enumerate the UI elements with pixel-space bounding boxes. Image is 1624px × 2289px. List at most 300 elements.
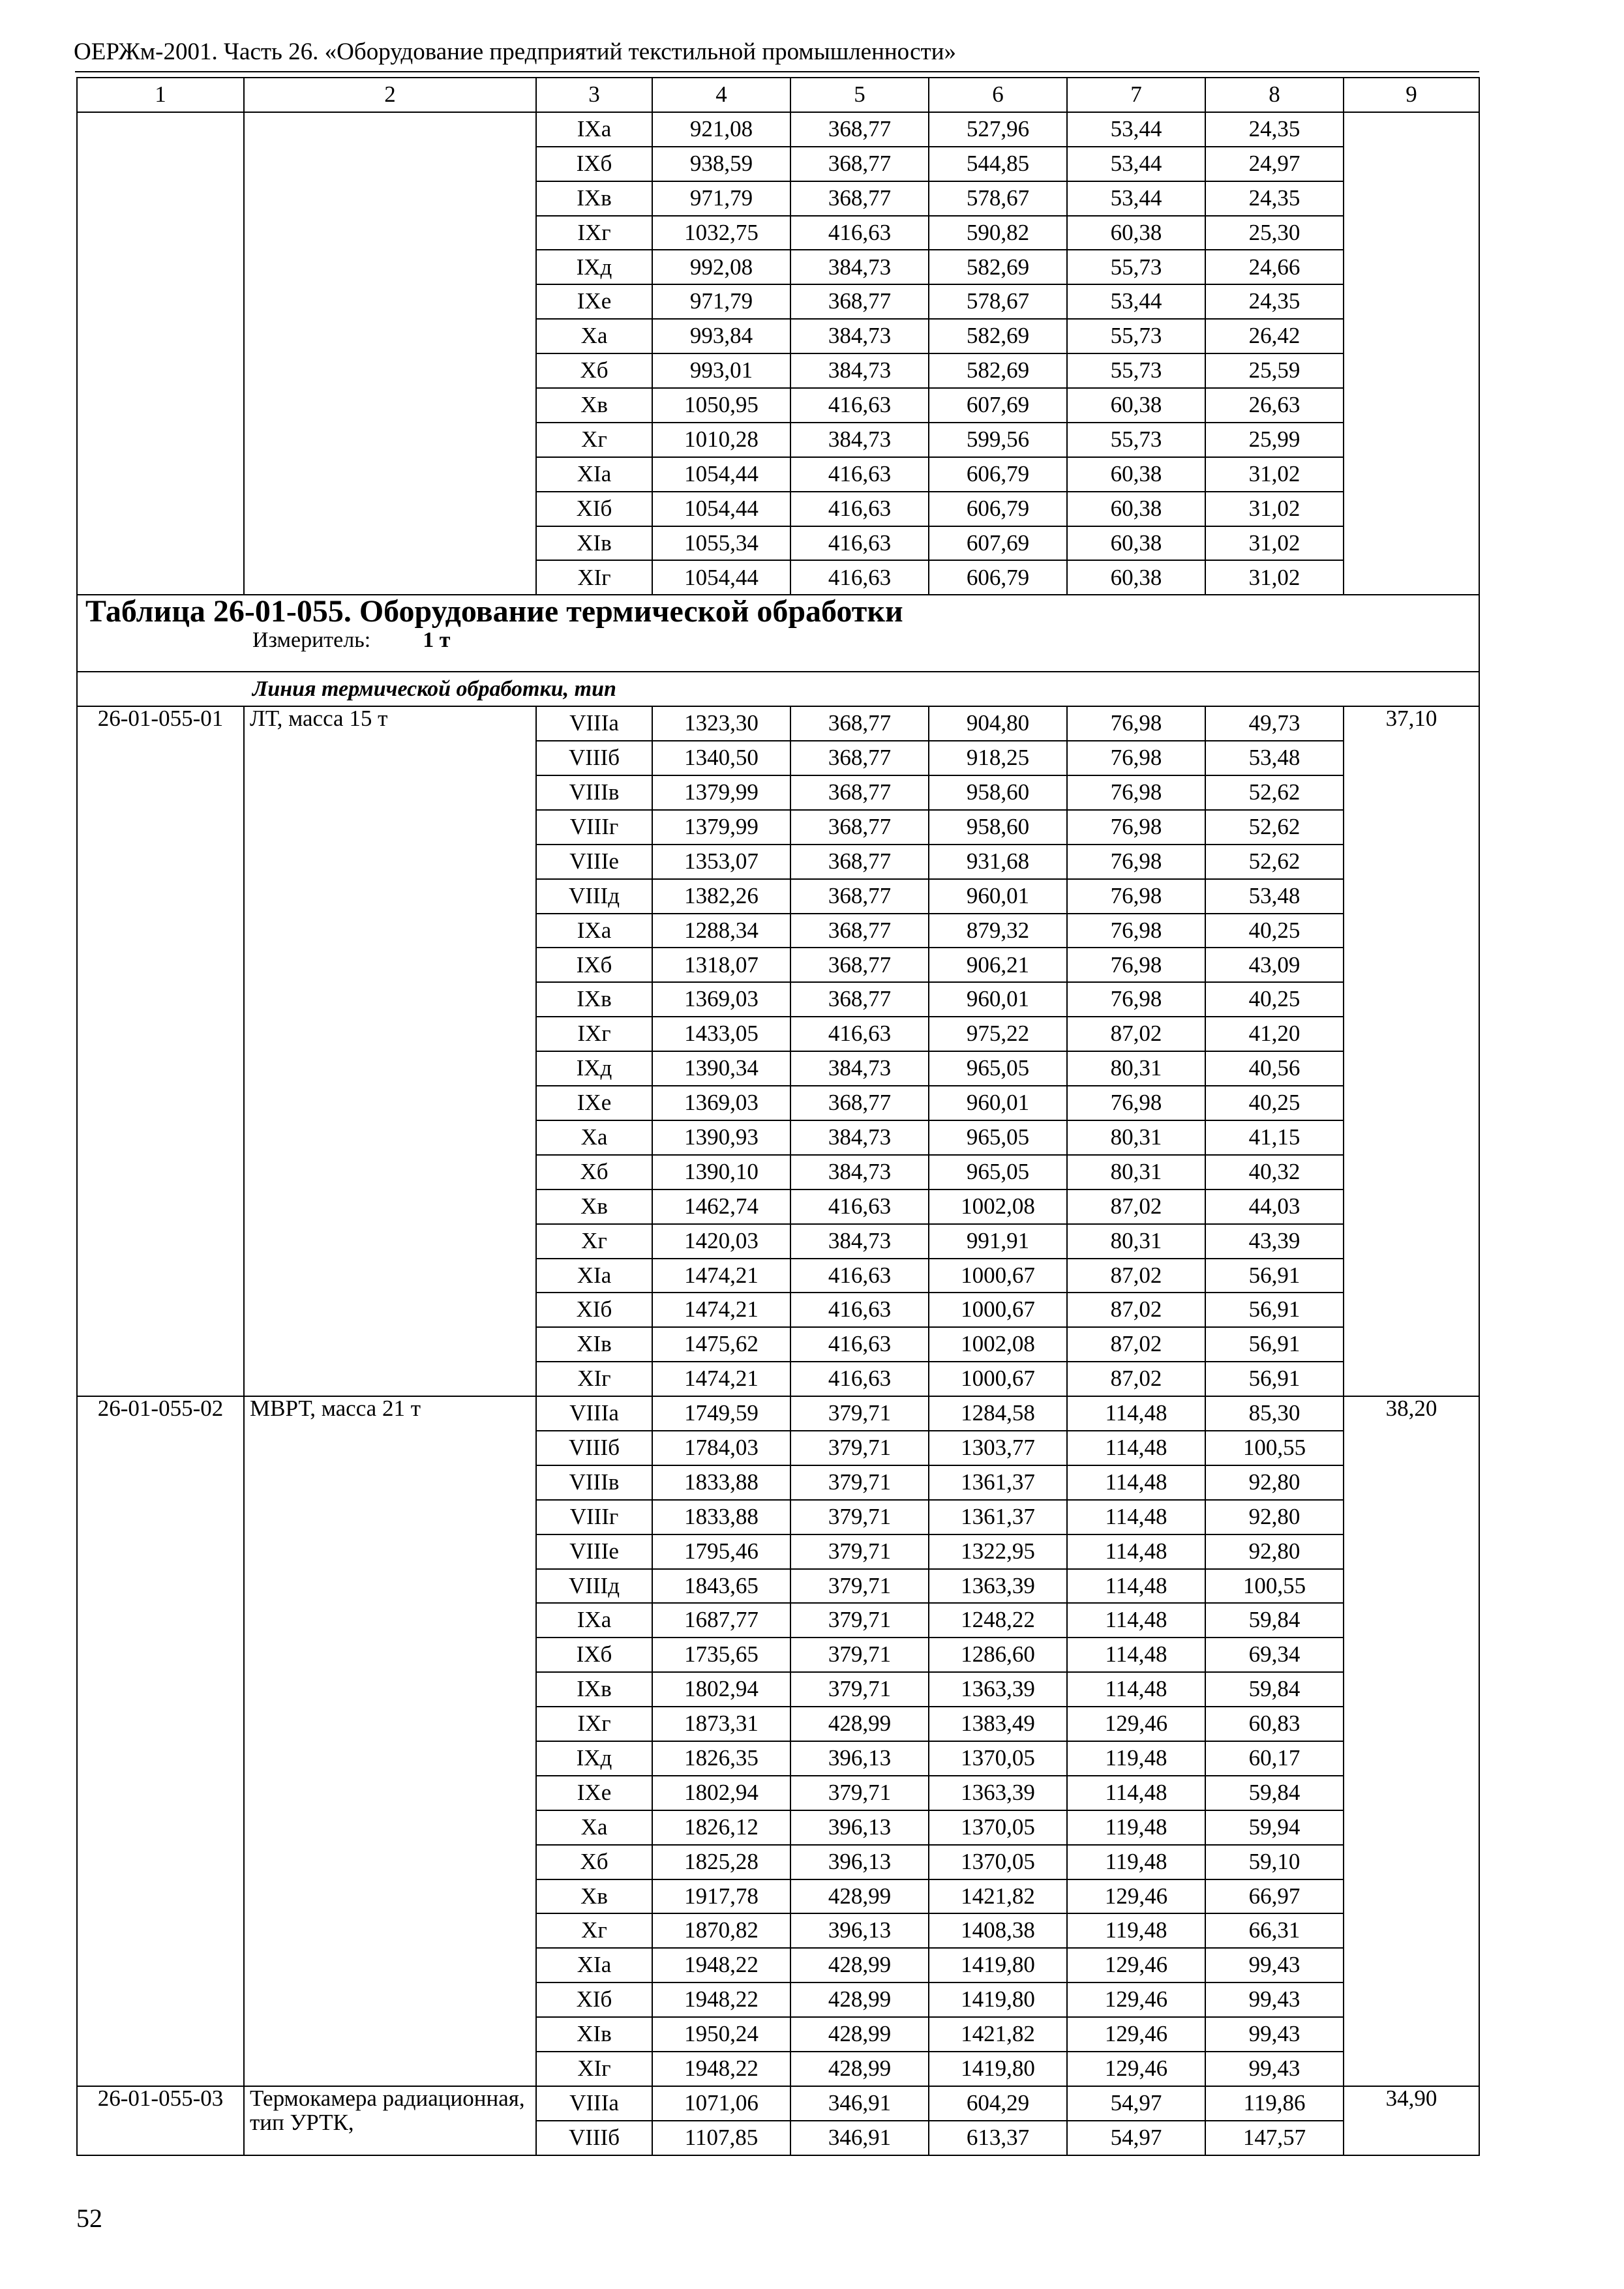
value-cell: 114,48 [1067, 1672, 1205, 1707]
value-cell: 590,82 [929, 216, 1067, 250]
value-cell: 1286,60 [929, 1638, 1067, 1672]
value-cell: 60,83 [1205, 1707, 1344, 1741]
value-cell: 80,31 [1067, 1224, 1205, 1259]
value-cell: 921,08 [652, 112, 790, 147]
value-cell: 582,69 [929, 250, 1067, 284]
value-cell: 992,08 [652, 250, 790, 284]
value-cell: 119,86 [1205, 2086, 1344, 2121]
value-cell: 76,98 [1067, 810, 1205, 845]
column-number: 4 [652, 78, 790, 112]
value-cell: 1795,46 [652, 1534, 790, 1569]
rates-table [76, 77, 1480, 2156]
value-cell: 368,77 [790, 741, 929, 775]
value-cell: 66,97 [1205, 1879, 1344, 1914]
wage-group-cell: IXа [536, 1603, 652, 1638]
value-cell: 60,38 [1067, 216, 1205, 250]
value-cell: 416,63 [790, 526, 929, 561]
value-cell: 931,68 [929, 845, 1067, 879]
value-cell: 24,97 [1205, 147, 1344, 181]
value-cell: 31,02 [1205, 560, 1344, 595]
item-name: Термокамера радиационная, тип УРТК, [244, 2086, 536, 2155]
value-cell: 368,77 [790, 706, 929, 741]
table-title: Таблица 26-01-055. Оборудование термической обработки [85, 595, 903, 629]
value-cell: 1950,24 [652, 2017, 790, 2052]
wage-group-cell: VIIIе [536, 1534, 652, 1569]
value-cell: 80,31 [1067, 1120, 1205, 1155]
value-cell: 31,02 [1205, 492, 1344, 526]
value-cell: 428,99 [790, 2017, 929, 2052]
value-cell: 396,13 [790, 1845, 929, 1879]
value-cell: 53,44 [1067, 181, 1205, 216]
value-cell: 129,46 [1067, 2052, 1205, 2086]
wage-group-cell: VIIIд [536, 879, 652, 914]
value-cell: 1000,67 [929, 1293, 1067, 1327]
wage-group-cell: VIIIг [536, 810, 652, 845]
value-cell: 87,02 [1067, 1017, 1205, 1051]
wage-group-cell: VIIIв [536, 1465, 652, 1500]
value-cell: 428,99 [790, 1879, 929, 1914]
wage-group-cell: Xб [536, 1155, 652, 1189]
value-cell: 879,32 [929, 914, 1067, 948]
value-cell: 43,09 [1205, 948, 1344, 982]
value-cell: 1390,34 [652, 1051, 790, 1086]
value-cell: 76,98 [1067, 1086, 1205, 1120]
value-cell: 1419,80 [929, 1982, 1067, 2017]
item-code: 26-01-055-01 [77, 706, 244, 1396]
wage-group-cell: VIIIа [536, 2086, 652, 2121]
wage-group-cell: XIб [536, 492, 652, 526]
value-cell: 49,73 [1205, 706, 1344, 741]
wage-group-cell: XIв [536, 526, 652, 561]
value-cell: 1917,78 [652, 1879, 790, 1914]
wage-group-cell: XIа [536, 457, 652, 492]
column-number: 6 [929, 78, 1067, 112]
wage-group-cell: IXд [536, 1051, 652, 1086]
value-cell: 368,77 [790, 1086, 929, 1120]
header-rule [75, 71, 1479, 72]
value-cell: 92,80 [1205, 1500, 1344, 1534]
value-cell: 41,20 [1205, 1017, 1344, 1051]
value-cell: 1054,44 [652, 492, 790, 526]
subheading-row [77, 672, 1479, 706]
value-cell: 1353,07 [652, 845, 790, 879]
value-cell: 40,25 [1205, 914, 1344, 948]
value-cell: 26,63 [1205, 388, 1344, 423]
wage-group-cell: XIа [536, 1259, 652, 1293]
wage-group-cell: IXд [536, 250, 652, 284]
value-cell: 60,38 [1067, 526, 1205, 561]
wage-group-cell: VIIIб [536, 2121, 652, 2155]
value-cell: 582,69 [929, 319, 1067, 353]
wage-group-cell: VIIIд [536, 1569, 652, 1604]
value-cell: 59,84 [1205, 1603, 1344, 1638]
value-cell: 958,60 [929, 775, 1067, 810]
value-cell: 958,60 [929, 810, 1067, 845]
column-number-row [77, 78, 1479, 112]
value-cell: 1948,22 [652, 2052, 790, 2086]
value-cell: 416,63 [790, 1362, 929, 1396]
value-cell: 1948,22 [652, 1982, 790, 2017]
value-cell: 1802,94 [652, 1776, 790, 1810]
value-cell: 59,94 [1205, 1810, 1344, 1845]
value-cell: 119,48 [1067, 1845, 1205, 1879]
wage-group-cell: IXб [536, 948, 652, 982]
value-cell: 416,63 [790, 1017, 929, 1051]
value-cell: 129,46 [1067, 2017, 1205, 2052]
wage-group-cell: IXв [536, 181, 652, 216]
wage-group-cell: IXг [536, 216, 652, 250]
value-cell: 379,71 [790, 1569, 929, 1604]
col9-cell-empty [1344, 112, 1479, 595]
value-cell: 56,91 [1205, 1362, 1344, 1396]
value-cell: 55,73 [1067, 423, 1205, 457]
wage-group-cell: XIг [536, 2052, 652, 2086]
value-cell: 31,02 [1205, 526, 1344, 561]
value-cell: 1303,77 [929, 1431, 1067, 1465]
value-cell: 55,73 [1067, 319, 1205, 353]
value-cell: 918,25 [929, 741, 1067, 775]
value-cell: 1323,30 [652, 706, 790, 741]
value-cell: 1284,58 [929, 1396, 1067, 1431]
value-cell: 368,77 [790, 181, 929, 216]
value-cell: 24,35 [1205, 181, 1344, 216]
value-cell: 40,32 [1205, 1155, 1344, 1189]
value-cell: 1361,37 [929, 1465, 1067, 1500]
value-cell: 1390,93 [652, 1120, 790, 1155]
value-cell: 938,59 [652, 147, 790, 181]
value-cell: 60,38 [1067, 388, 1205, 423]
value-cell: 76,98 [1067, 982, 1205, 1017]
value-cell: 1408,38 [929, 1913, 1067, 1948]
column-number: 1 [77, 78, 244, 112]
value-cell: 416,63 [790, 560, 929, 595]
value-cell: 1363,39 [929, 1776, 1067, 1810]
value-cell: 87,02 [1067, 1259, 1205, 1293]
value-cell: 606,79 [929, 457, 1067, 492]
value-cell: 379,71 [790, 1500, 929, 1534]
wage-group-cell: IXг [536, 1017, 652, 1051]
section-title-cell [77, 595, 1479, 672]
wage-group-cell: VIIIв [536, 775, 652, 810]
wage-group-cell: IXв [536, 982, 652, 1017]
value-cell: 44,03 [1205, 1189, 1344, 1224]
value-cell: 1784,03 [652, 1431, 790, 1465]
value-cell: 1873,31 [652, 1707, 790, 1741]
value-cell: 428,99 [790, 1707, 929, 1741]
value-cell: 971,79 [652, 181, 790, 216]
value-cell: 147,57 [1205, 2121, 1344, 2155]
value-cell: 965,05 [929, 1155, 1067, 1189]
value-cell: 1288,34 [652, 914, 790, 948]
wage-group-cell: VIIIб [536, 1431, 652, 1465]
value-cell: 53,44 [1067, 112, 1205, 147]
value-cell: 114,48 [1067, 1534, 1205, 1569]
value-cell: 368,77 [790, 775, 929, 810]
table-row [77, 706, 1479, 741]
value-cell: 87,02 [1067, 1362, 1205, 1396]
value-cell: 55,73 [1067, 353, 1205, 388]
value-cell: 368,77 [790, 948, 929, 982]
value-cell: 379,71 [790, 1776, 929, 1810]
value-cell: 904,80 [929, 706, 1067, 741]
value-cell: 384,73 [790, 1120, 929, 1155]
value-cell: 1248,22 [929, 1603, 1067, 1638]
value-cell: 1054,44 [652, 560, 790, 595]
wage-group-cell: Xв [536, 1189, 652, 1224]
wage-group-cell: Xг [536, 423, 652, 457]
value-cell: 368,77 [790, 112, 929, 147]
value-cell: 119,48 [1067, 1810, 1205, 1845]
value-cell: 384,73 [790, 1155, 929, 1189]
value-cell: 991,91 [929, 1224, 1067, 1259]
value-cell: 368,77 [790, 914, 929, 948]
column-number: 7 [1067, 78, 1205, 112]
value-cell: 76,98 [1067, 775, 1205, 810]
value-cell: 428,99 [790, 1948, 929, 1982]
value-cell: 24,35 [1205, 112, 1344, 147]
wage-group-cell: Xа [536, 319, 652, 353]
value-cell: 1474,21 [652, 1259, 790, 1293]
value-cell: 1055,34 [652, 526, 790, 561]
value-cell: 1000,67 [929, 1259, 1067, 1293]
value-cell: 960,01 [929, 879, 1067, 914]
value-cell: 975,22 [929, 1017, 1067, 1051]
value-cell: 1322,95 [929, 1534, 1067, 1569]
value-cell: 384,73 [790, 319, 929, 353]
value-cell: 384,73 [790, 353, 929, 388]
value-cell: 76,98 [1067, 845, 1205, 879]
value-cell: 1802,94 [652, 1672, 790, 1707]
value-cell: 40,25 [1205, 982, 1344, 1017]
value-cell: 1462,74 [652, 1189, 790, 1224]
value-cell: 59,84 [1205, 1672, 1344, 1707]
item-col9: 37,10 [1344, 706, 1479, 1396]
value-cell: 114,48 [1067, 1500, 1205, 1534]
value-cell: 80,31 [1067, 1155, 1205, 1189]
value-cell: 1948,22 [652, 1948, 790, 1982]
wage-group-cell: VIIIг [536, 1500, 652, 1534]
value-cell: 384,73 [790, 250, 929, 284]
value-cell: 416,63 [790, 216, 929, 250]
value-cell: 416,63 [790, 1189, 929, 1224]
value-cell: 1421,82 [929, 1879, 1067, 1914]
page-number: 52 [76, 2204, 102, 2233]
value-cell: 384,73 [790, 423, 929, 457]
wage-group-cell: VIIIб [536, 741, 652, 775]
value-cell: 613,37 [929, 2121, 1067, 2155]
value-cell: 368,77 [790, 810, 929, 845]
value-cell: 1071,06 [652, 2086, 790, 2121]
value-cell: 114,48 [1067, 1603, 1205, 1638]
value-cell: 76,98 [1067, 879, 1205, 914]
value-cell: 114,48 [1067, 1776, 1205, 1810]
wage-group-cell: VIIIе [536, 845, 652, 879]
value-cell: 1687,77 [652, 1603, 790, 1638]
wage-group-cell: IXб [536, 1638, 652, 1672]
value-cell: 52,62 [1205, 775, 1344, 810]
value-cell: 24,35 [1205, 284, 1344, 319]
value-cell: 368,77 [790, 879, 929, 914]
value-cell: 396,13 [790, 1810, 929, 1845]
wage-group-cell: IXе [536, 1086, 652, 1120]
value-cell: 416,63 [790, 1327, 929, 1362]
value-cell: 1870,82 [652, 1913, 790, 1948]
value-cell: 92,80 [1205, 1534, 1344, 1569]
value-cell: 1833,88 [652, 1465, 790, 1500]
value-cell: 416,63 [790, 492, 929, 526]
value-cell: 965,05 [929, 1120, 1067, 1155]
value-cell: 1340,50 [652, 741, 790, 775]
value-cell: 40,25 [1205, 1086, 1344, 1120]
value-cell: 1369,03 [652, 982, 790, 1017]
value-cell: 544,85 [929, 147, 1067, 181]
value-cell: 1363,39 [929, 1672, 1067, 1707]
item-col9: 38,20 [1344, 1396, 1479, 2086]
measure-label: Измеритель: [252, 627, 371, 652]
value-cell: 971,79 [652, 284, 790, 319]
wage-group-cell: XIа [536, 1948, 652, 1982]
value-cell: 1843,65 [652, 1569, 790, 1604]
value-cell: 92,80 [1205, 1465, 1344, 1500]
wage-group-cell: XIб [536, 1293, 652, 1327]
value-cell: 1107,85 [652, 2121, 790, 2155]
value-cell: 368,77 [790, 147, 929, 181]
value-cell: 1826,12 [652, 1810, 790, 1845]
value-cell: 606,79 [929, 560, 1067, 595]
value-cell: 578,67 [929, 284, 1067, 319]
value-cell: 59,84 [1205, 1776, 1344, 1810]
value-cell: 1002,08 [929, 1189, 1067, 1224]
value-cell: 1318,07 [652, 948, 790, 982]
value-cell: 1379,99 [652, 810, 790, 845]
value-cell: 428,99 [790, 1982, 929, 2017]
value-cell: 1032,75 [652, 216, 790, 250]
value-cell: 960,01 [929, 1086, 1067, 1120]
value-cell: 1433,05 [652, 1017, 790, 1051]
value-cell: 99,43 [1205, 2017, 1344, 2052]
value-cell: 114,48 [1067, 1569, 1205, 1604]
value-cell: 379,71 [790, 1603, 929, 1638]
section-title-row [77, 595, 1479, 672]
value-cell: 60,17 [1205, 1741, 1344, 1776]
value-cell: 60,38 [1067, 560, 1205, 595]
code-cell-empty [77, 112, 244, 595]
value-cell: 368,77 [790, 982, 929, 1017]
value-cell: 1379,99 [652, 775, 790, 810]
wage-group-cell: XIб [536, 1982, 652, 2017]
value-cell: 60,38 [1067, 492, 1205, 526]
value-cell: 379,71 [790, 1638, 929, 1672]
value-cell: 582,69 [929, 353, 1067, 388]
value-cell: 53,44 [1067, 284, 1205, 319]
value-cell: 346,91 [790, 2086, 929, 2121]
value-cell: 1474,21 [652, 1362, 790, 1396]
value-cell: 54,97 [1067, 2086, 1205, 2121]
value-cell: 379,71 [790, 1396, 929, 1431]
value-cell: 1370,05 [929, 1845, 1067, 1879]
value-cell: 607,69 [929, 526, 1067, 561]
value-cell: 384,73 [790, 1224, 929, 1259]
table-row [77, 1396, 1479, 1431]
value-cell: 76,98 [1067, 914, 1205, 948]
wage-group-cell: Xа [536, 1120, 652, 1155]
value-cell: 416,63 [790, 457, 929, 492]
value-cell: 25,99 [1205, 423, 1344, 457]
value-cell: 1419,80 [929, 2052, 1067, 2086]
value-cell: 606,79 [929, 492, 1067, 526]
value-cell: 384,73 [790, 1051, 929, 1086]
wage-group-cell: XIв [536, 1327, 652, 1362]
value-cell: 604,29 [929, 2086, 1067, 2121]
value-cell: 965,05 [929, 1051, 1067, 1086]
value-cell: 368,77 [790, 845, 929, 879]
value-cell: 76,98 [1067, 706, 1205, 741]
wage-group-cell: Xб [536, 353, 652, 388]
value-cell: 906,21 [929, 948, 1067, 982]
value-cell: 599,56 [929, 423, 1067, 457]
wage-group-cell: Xг [536, 1224, 652, 1259]
value-cell: 99,43 [1205, 1982, 1344, 2017]
value-cell: 54,97 [1067, 2121, 1205, 2155]
value-cell: 396,13 [790, 1741, 929, 1776]
value-cell: 527,96 [929, 112, 1067, 147]
measure-line [78, 629, 1479, 652]
wage-group-cell: IXе [536, 1776, 652, 1810]
value-cell: 1370,05 [929, 1741, 1067, 1776]
value-cell: 1390,10 [652, 1155, 790, 1189]
wage-group-cell: XIв [536, 2017, 652, 2052]
value-cell: 100,55 [1205, 1431, 1344, 1465]
value-cell: 993,84 [652, 319, 790, 353]
value-cell: 1010,28 [652, 423, 790, 457]
column-number: 8 [1205, 78, 1344, 112]
value-cell: 85,30 [1205, 1396, 1344, 1431]
value-cell: 129,46 [1067, 1879, 1205, 1914]
value-cell: 119,48 [1067, 1741, 1205, 1776]
value-cell: 55,73 [1067, 250, 1205, 284]
item-col9: 34,90 [1344, 2086, 1479, 2155]
subheading: Линия термической обработки, тип [252, 676, 616, 701]
wage-group-cell: XIг [536, 560, 652, 595]
value-cell: 100,55 [1205, 1569, 1344, 1604]
value-cell: 59,10 [1205, 1845, 1344, 1879]
value-cell: 99,43 [1205, 1948, 1344, 1982]
value-cell: 1833,88 [652, 1500, 790, 1534]
value-cell: 578,67 [929, 181, 1067, 216]
wage-group-cell: IXб [536, 147, 652, 181]
value-cell: 416,63 [790, 1293, 929, 1327]
value-cell: 993,01 [652, 353, 790, 388]
value-cell: 24,66 [1205, 250, 1344, 284]
value-cell: 114,48 [1067, 1465, 1205, 1500]
column-number: 9 [1344, 78, 1479, 112]
value-cell: 1369,03 [652, 1086, 790, 1120]
value-cell: 1474,21 [652, 1293, 790, 1327]
wage-group-cell: IXа [536, 914, 652, 948]
value-cell: 41,15 [1205, 1120, 1344, 1155]
value-cell: 416,63 [790, 1259, 929, 1293]
value-cell: 87,02 [1067, 1293, 1205, 1327]
value-cell: 1420,03 [652, 1224, 790, 1259]
value-cell: 379,71 [790, 1465, 929, 1500]
value-cell: 1421,82 [929, 2017, 1067, 2052]
value-cell: 26,42 [1205, 319, 1344, 353]
wage-group-cell: VIIIа [536, 706, 652, 741]
value-cell: 87,02 [1067, 1327, 1205, 1362]
value-cell: 43,39 [1205, 1224, 1344, 1259]
wage-group-cell: XIг [536, 1362, 652, 1396]
value-cell: 1825,28 [652, 1845, 790, 1879]
